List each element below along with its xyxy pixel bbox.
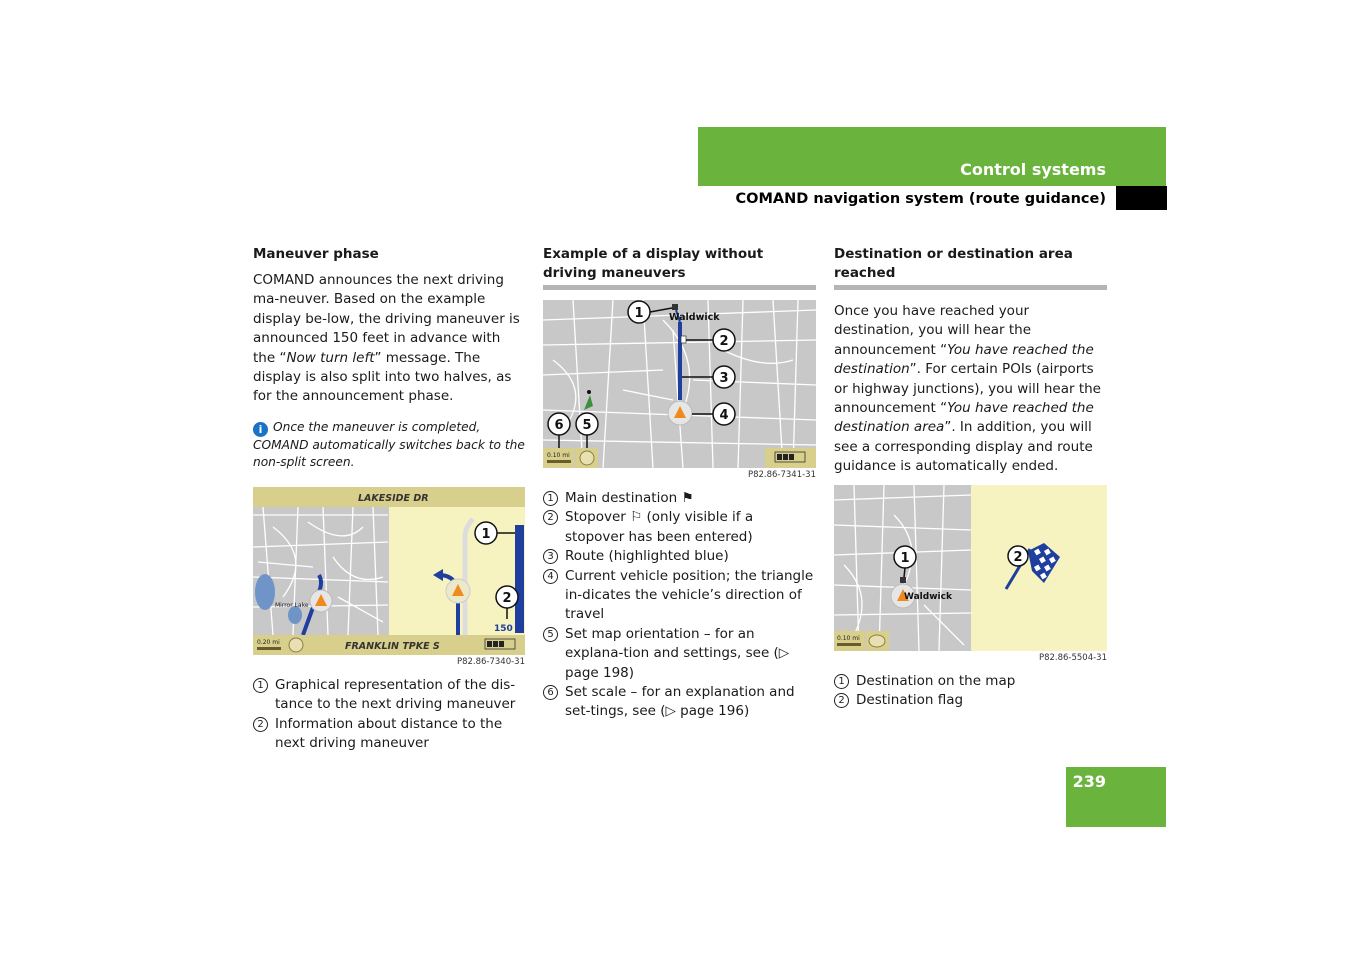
- callout-2: 2: [1013, 549, 1023, 565]
- legend-item: [834, 672, 1107, 691]
- lake-label: Mirror Lake: [275, 601, 309, 609]
- figure-maneuver-display: [253, 487, 525, 668]
- legend-number: 1: [253, 678, 268, 693]
- legend-text: Route (highlighted blue): [565, 548, 729, 565]
- note-text: Once the maneuver is completed, COMAND automatically switches back to the non-split screen.: [253, 419, 525, 469]
- callout-2: 2: [502, 590, 512, 606]
- text-run: ”. For certain POIs (airports or highway junctions), you will hear the announcement “: [834, 361, 1101, 417]
- text-italic: Now turn left: [286, 349, 375, 366]
- text-run: COMAND announces the next driving ma-neuver. Based on the example display be-low, the driving maneuver is announced 150 feet in advance with the “: [253, 272, 520, 366]
- legend-list: [834, 672, 1107, 711]
- legend-list: [253, 676, 525, 754]
- legend-text: Set map orientation – for an explana-tion and settings, see (▷ page 198): [565, 625, 790, 681]
- info-note: [253, 419, 525, 471]
- legend-item: [543, 489, 816, 508]
- figure-display-without-maneuvers: [543, 300, 816, 481]
- legend-number: 1: [834, 674, 849, 689]
- heading-display-example: Example of a display without driving maneuvers: [543, 245, 816, 290]
- callout-1: 1: [634, 306, 644, 321]
- subsection-title: COMAND navigation system (route guidance): [735, 191, 1106, 207]
- legend-item: [543, 508, 816, 547]
- section-title: Control systems: [960, 160, 1106, 179]
- legend-text: Destination flag: [856, 692, 964, 709]
- figure-code: P82.86-7340-31: [456, 656, 525, 667]
- text-run: ” message. The display is also split into two halves, as for the announcement phase.: [253, 349, 512, 405]
- legend-number: 2: [834, 693, 849, 708]
- legend-item: [253, 676, 525, 715]
- legend-text: Stopover ⚐ (only visible if a stopover has been entered): [565, 509, 754, 545]
- legend-list: [543, 489, 816, 722]
- paragraph-destination: [834, 302, 1107, 477]
- header-black-tab: [1116, 186, 1167, 210]
- legend-text: Main destination ⚑: [565, 490, 694, 506]
- legend-number: 1: [543, 491, 558, 506]
- legend-text: Set scale – for an explanation and set-tings, see (▷ page 196): [565, 684, 795, 720]
- legend-number: 2: [253, 717, 268, 732]
- info-icon: i: [253, 422, 268, 437]
- street-top: LAKESIDE DR: [358, 492, 429, 504]
- callout-1: 1: [900, 550, 910, 566]
- figure-code: P82.86-5504-31: [1038, 652, 1107, 663]
- map-destination: [834, 485, 1107, 651]
- column-destination-reached: [834, 245, 1107, 710]
- legend-item: [543, 683, 816, 722]
- legend-item: [543, 625, 816, 683]
- map-full-screen: [543, 300, 816, 468]
- legend-item: [543, 547, 816, 566]
- text-italic: You have reached the destination area: [834, 400, 1094, 436]
- scale-label: 0.10 mi: [837, 634, 860, 642]
- heading-maneuver-phase: Maneuver phase: [253, 246, 379, 262]
- callout-3: 3: [719, 371, 729, 386]
- legend-number: 5: [543, 627, 558, 642]
- column-maneuver-phase: [253, 245, 525, 753]
- callout-6: 6: [554, 418, 564, 433]
- figure-code: P82.86-7341-31: [747, 470, 816, 480]
- town-label: Waldwick: [904, 591, 952, 602]
- legend-text: Graphical representation of the dis-tance to the next driving maneuver: [275, 676, 516, 713]
- figure-destination-display: [834, 485, 1107, 664]
- legend-number: 4: [543, 569, 558, 584]
- page-number: 239: [1072, 772, 1106, 791]
- paragraph-maneuver: [253, 271, 525, 407]
- legend-item: [834, 691, 1107, 710]
- text-run: ”. In addition, you will see a corresponding display and route guidance is automatically ended.: [834, 419, 1093, 475]
- map-split-screen: [253, 487, 525, 655]
- callout-2: 2: [719, 334, 729, 349]
- heading-destination-reached: Destination or destination area reached: [834, 245, 1107, 290]
- distance-label: 150 ft: [494, 623, 525, 634]
- scale-label: 0.20 mi: [257, 638, 280, 646]
- street-bottom: FRANKLIN TPKE S: [345, 640, 440, 652]
- legend-item: [543, 567, 816, 625]
- legend-number: 3: [543, 549, 558, 564]
- callout-4: 4: [719, 408, 729, 423]
- legend-text: Current vehicle position; the triangle in-dicates the vehicle’s direction of travel: [565, 567, 814, 623]
- text-italic: You have reached the destination: [834, 341, 1094, 378]
- column-display-example: [543, 245, 816, 722]
- legend-number: 6: [543, 685, 558, 700]
- text-run: Once you have reached your destination, you will hear the announcement “: [834, 303, 1032, 358]
- town-label: Waldwick: [669, 312, 720, 323]
- legend-text: Information about distance to the next driving maneuver: [275, 715, 503, 752]
- legend-text: Destination on the map: [856, 672, 1016, 689]
- callout-1: 1: [481, 526, 491, 542]
- legend-number: 2: [543, 510, 558, 525]
- scale-label: 0.10 mi: [547, 452, 570, 459]
- legend-item: [253, 715, 525, 754]
- callout-5: 5: [582, 418, 592, 433]
